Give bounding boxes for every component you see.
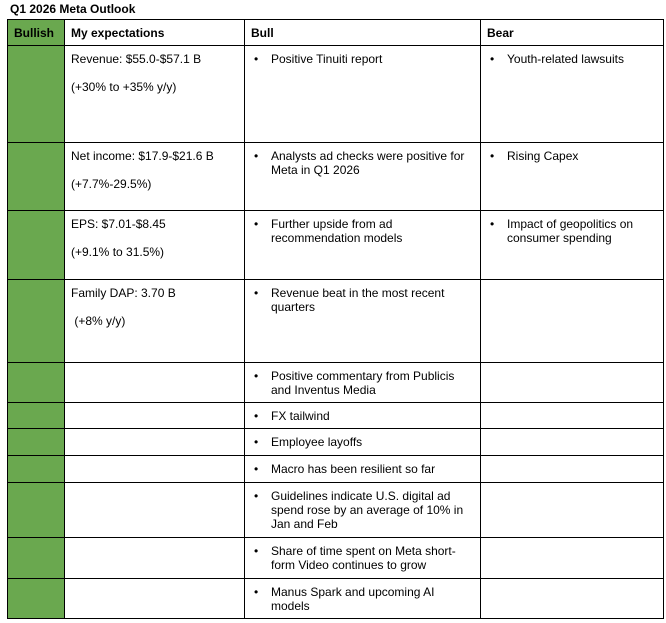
- expectation-change: (+7.7%-29.5%): [71, 177, 152, 191]
- expectation-metric: EPS: $7.01-$8.45: [71, 217, 166, 231]
- expectation-cell: [65, 46, 245, 143]
- table-row: [8, 483, 664, 538]
- bullish-indicator-cell: [8, 403, 65, 429]
- bull-point: • Macro has been resilient so far: [271, 462, 470, 476]
- bullish-indicator-cell: [8, 46, 65, 143]
- bullish-indicator-cell: [8, 429, 65, 456]
- bullish-indicator-cell: [8, 456, 65, 483]
- bullish-indicator-cell: [8, 483, 65, 538]
- outlook-table: [7, 19, 664, 619]
- bear-cell: [481, 456, 664, 483]
- bull-cell: [245, 46, 481, 143]
- table-row: [8, 456, 664, 483]
- table-row: [8, 363, 664, 403]
- bull-cell: [245, 483, 481, 538]
- bull-cell: [245, 538, 481, 579]
- bullish-indicator-cell: [8, 143, 65, 211]
- expectation-cell: [65, 456, 245, 483]
- bull-cell: [245, 579, 481, 619]
- header-bullish: Bullish: [8, 20, 65, 46]
- bull-point: • Positive Tinuiti report: [271, 52, 470, 66]
- table-row: [8, 46, 664, 143]
- expectation-cell: [65, 429, 245, 456]
- bull-point: • Analysts ad checks were positive for Meta in Q1 2026: [271, 149, 470, 177]
- table-row: [8, 538, 664, 579]
- document-title: Q1 2026 Meta Outlook: [10, 2, 136, 16]
- expectation-cell: [65, 363, 245, 403]
- bull-cell: [245, 403, 481, 429]
- bear-cell: [481, 211, 664, 280]
- bullish-indicator-cell: [8, 363, 65, 403]
- expectation-cell: [65, 403, 245, 429]
- expectation-cell: [65, 211, 245, 280]
- bullish-indicator-cell: [8, 538, 65, 579]
- bear-cell: [481, 538, 664, 579]
- bull-point: • Revenue beat in the most recent quarters: [271, 286, 470, 314]
- expectation-change: (+30% to +35% y/y): [71, 80, 177, 94]
- table-row: [8, 429, 664, 456]
- bear-point: • Youth-related lawsuits: [507, 52, 653, 66]
- expectation-change: (+9.1% to 31.5%): [71, 245, 165, 259]
- bull-point: • Further upside from ad recommendation models: [271, 217, 470, 245]
- expectation-metric: Family DAP: 3.70 B: [71, 286, 176, 300]
- bear-cell: [481, 143, 664, 211]
- table-row: [8, 403, 664, 429]
- expectation-cell: [65, 483, 245, 538]
- bull-cell: [245, 456, 481, 483]
- bull-cell: [245, 280, 481, 363]
- bear-cell: [481, 363, 664, 403]
- table-row: [8, 143, 664, 211]
- bear-point: • Impact of geopolitics on consumer spending: [507, 217, 653, 245]
- expectation-metric: Net income: $17.9-$21.6 B: [71, 149, 214, 163]
- bull-point: • Positive commentary from Publicis and Inventus Media: [271, 369, 470, 397]
- table-row: [8, 579, 664, 619]
- expectation-cell: [65, 280, 245, 363]
- bull-cell: [245, 211, 481, 280]
- bull-cell: [245, 363, 481, 403]
- header-expectations: My expectations: [65, 20, 245, 46]
- expectation-cell: [65, 538, 245, 579]
- expectation-cell: [65, 143, 245, 211]
- header-bull: Bull: [245, 20, 481, 46]
- bear-cell: [481, 429, 664, 456]
- expectation-metric: Revenue: $55.0-$57.1 B: [71, 52, 202, 66]
- bull-point: • Share of time spent on Meta short-form Video continues to grow: [271, 544, 470, 572]
- header-bear: Bear: [481, 20, 664, 46]
- bull-cell: [245, 143, 481, 211]
- bullish-indicator-cell: [8, 211, 65, 280]
- bull-point: • Guidelines indicate U.S. digital ad spend rose by an average of 10% in Jan and Feb: [271, 489, 470, 531]
- header-row: [8, 20, 664, 46]
- bullish-indicator-cell: [8, 280, 65, 363]
- bullish-indicator-cell: [8, 579, 65, 619]
- table-row: [8, 211, 664, 280]
- bull-point: • FX tailwind: [271, 409, 470, 423]
- expectation-cell: [65, 579, 245, 619]
- bear-cell: [481, 403, 664, 429]
- bull-point: • Employee layoffs: [271, 435, 470, 449]
- bull-point: • Manus Spark and upcoming AI models: [271, 585, 470, 613]
- bear-cell: [481, 483, 664, 538]
- bull-cell: [245, 429, 481, 456]
- bear-cell: [481, 280, 664, 363]
- bear-point: • Rising Capex: [507, 149, 653, 163]
- bear-cell: [481, 46, 664, 143]
- table-row: [8, 280, 664, 363]
- expectation-change: (+8% y/y): [71, 314, 126, 328]
- bear-cell: [481, 579, 664, 619]
